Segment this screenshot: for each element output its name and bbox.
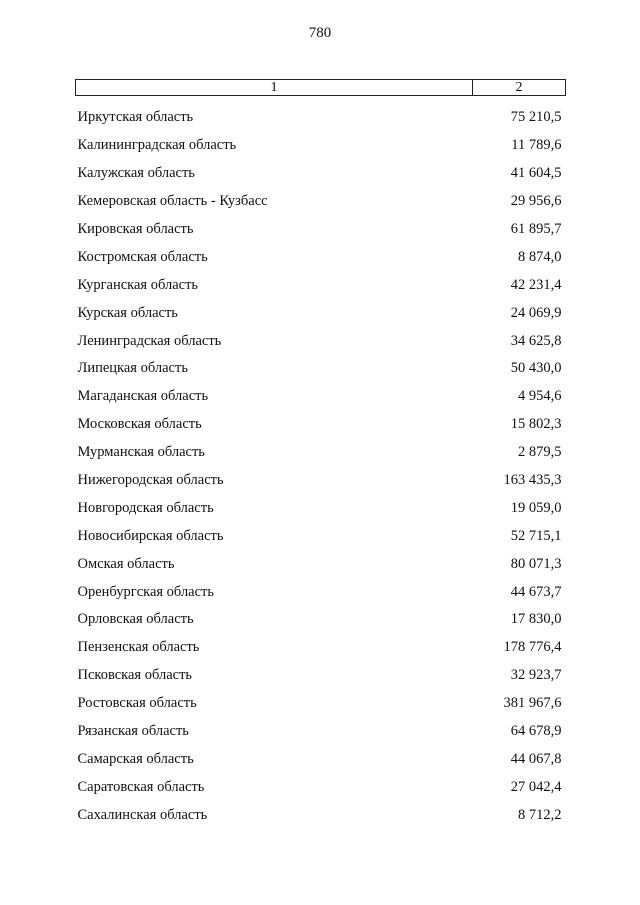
region-value: 19 059,0 xyxy=(510,499,562,516)
region-value: 178 776,4 xyxy=(503,639,562,656)
region-name: Псковская область xyxy=(77,667,193,684)
region-value: 2 879,5 xyxy=(518,444,562,461)
region-value: 61 895,7 xyxy=(510,221,562,237)
table-row xyxy=(76,327,566,355)
region-name: Саратовская область xyxy=(77,778,205,795)
table-row xyxy=(76,132,566,160)
table-row xyxy=(76,188,566,216)
region-value: 24 069,9 xyxy=(510,304,562,321)
table-row xyxy=(76,467,566,495)
region-name: Ленинградская область xyxy=(77,332,222,349)
table-row xyxy=(76,243,566,271)
region-name: Пензенская область xyxy=(77,639,200,656)
table-row xyxy=(76,411,566,439)
table-row xyxy=(76,299,566,327)
column-header-2: 2 xyxy=(473,80,566,96)
region-name: Новосибирская область xyxy=(77,527,224,544)
table-row xyxy=(76,96,566,132)
page-number: 780 xyxy=(308,25,332,41)
region-name: Калужская область xyxy=(77,165,195,182)
region-value: 163 435,3 xyxy=(503,472,562,489)
table-row xyxy=(76,355,566,383)
table-row xyxy=(76,578,566,606)
region-name: Кемеровская область - Кузбасс xyxy=(77,193,268,210)
region-value: 41 604,5 xyxy=(510,165,562,182)
region-value: 27 042,4 xyxy=(510,778,562,795)
region-value: 34 625,8 xyxy=(510,332,562,349)
region-value: 50 430,0 xyxy=(510,360,562,377)
region-name: Магаданская область xyxy=(77,388,209,405)
table-row xyxy=(76,216,566,244)
region-name: Сахалинская область xyxy=(77,806,208,823)
region-value: 80 071,3 xyxy=(510,555,562,572)
region-name: Оренбургская область xyxy=(77,583,215,600)
region-name: Иркутская область xyxy=(77,109,194,126)
table-row xyxy=(76,801,566,829)
table-row xyxy=(76,550,566,578)
table-row xyxy=(76,160,566,188)
table-row xyxy=(76,662,566,690)
region-value: 11 789,6 xyxy=(511,137,562,154)
table-row xyxy=(76,271,566,299)
region-name: Курская область xyxy=(77,304,178,321)
table-row xyxy=(76,606,566,634)
region-name: Нижегородская область xyxy=(77,472,224,489)
regions-table xyxy=(75,79,566,829)
region-value: 8 874,0 xyxy=(518,248,562,265)
table-row xyxy=(76,522,566,550)
region-value: 17 830,0 xyxy=(510,611,562,628)
table-body xyxy=(76,96,566,830)
region-name: Калининградская область xyxy=(77,137,237,154)
region-value: 4 954,6 xyxy=(518,388,562,405)
region-name: Новгородская область xyxy=(77,499,214,516)
region-value: 29 956,6 xyxy=(510,193,562,210)
table-row xyxy=(76,773,566,801)
region-value: 44 067,8 xyxy=(510,750,562,767)
region-value: 44 673,7 xyxy=(510,583,562,600)
region-value: 8 712,2 xyxy=(518,806,562,823)
region-name: Липецкая область xyxy=(77,360,188,377)
region-name: Московская область xyxy=(77,416,202,433)
region-value: 381 967,6 xyxy=(503,695,562,712)
region-name: Ростовская область xyxy=(77,695,197,712)
table-row xyxy=(76,494,566,522)
region-value: 32 923,7 xyxy=(510,667,562,684)
table-row xyxy=(76,718,566,746)
region-name: Орловская область xyxy=(77,611,194,628)
column-header-1: 1 xyxy=(76,80,473,96)
region-value: 15 802,3 xyxy=(510,416,562,433)
region-name: Кировская область xyxy=(77,221,194,237)
region-name: Костромская область xyxy=(77,248,208,265)
table-row xyxy=(76,690,566,718)
region-name: Рязанская область xyxy=(77,723,189,740)
table-row xyxy=(76,439,566,467)
region-name: Курганская область xyxy=(77,276,199,293)
table-row xyxy=(76,383,566,411)
region-name: Самарская область xyxy=(77,750,194,767)
table-row xyxy=(76,634,566,662)
table-header-row xyxy=(76,80,566,96)
region-value: 64 678,9 xyxy=(510,723,562,740)
region-value: 52 715,1 xyxy=(510,527,562,544)
region-name: Омская область xyxy=(77,555,175,572)
region-name: Мурманская область xyxy=(77,444,205,461)
region-value: 42 231,4 xyxy=(510,276,562,293)
table-row xyxy=(76,745,566,773)
region-value: 75 210,5 xyxy=(510,109,562,126)
